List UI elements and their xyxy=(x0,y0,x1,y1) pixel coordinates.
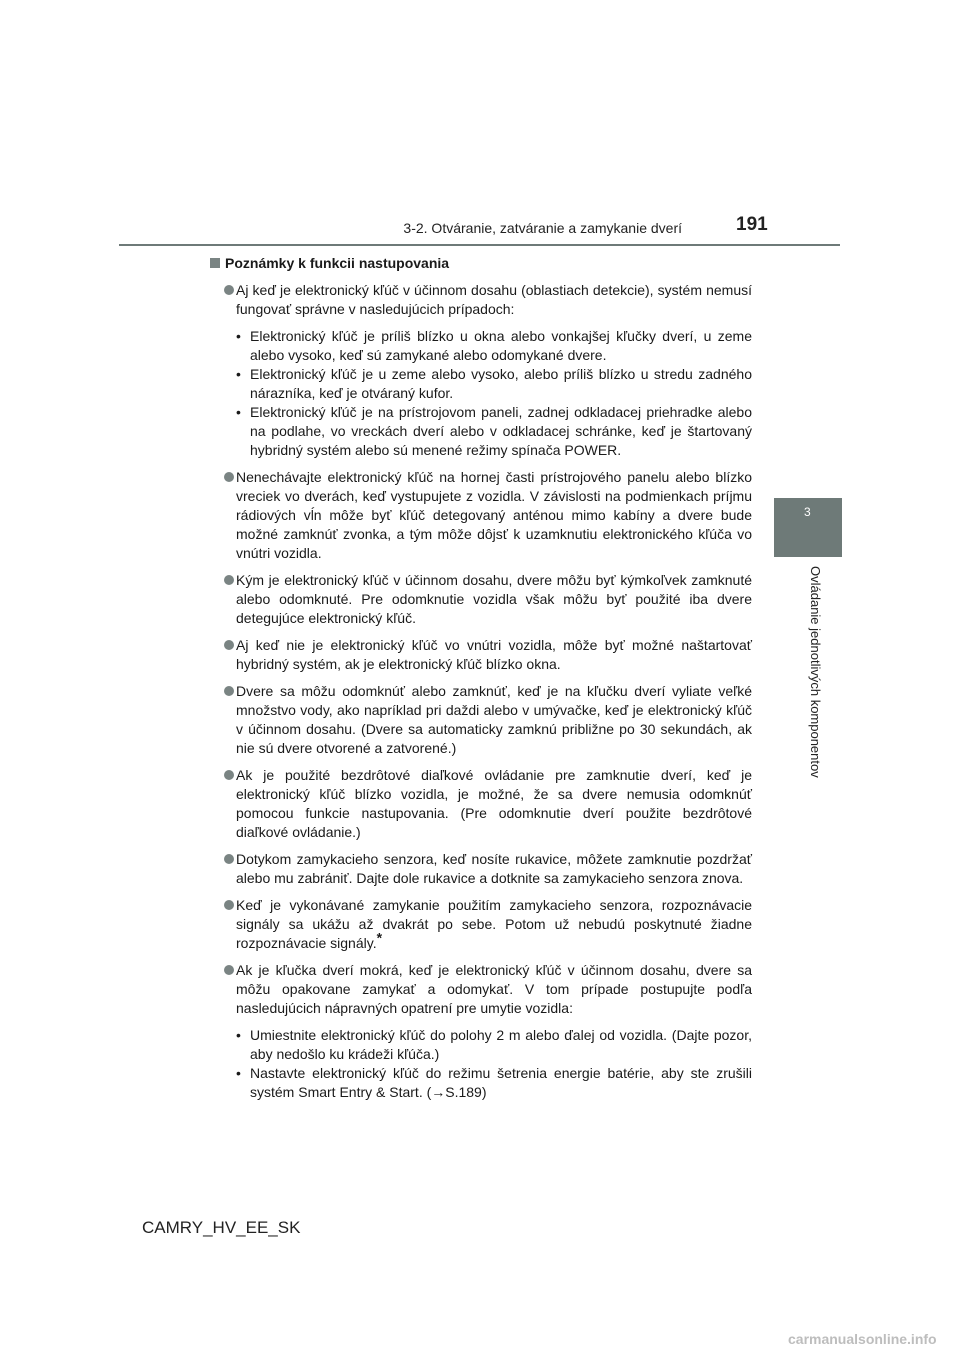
note-item xyxy=(210,468,752,563)
circle-bullet-icon xyxy=(224,900,234,910)
note-item xyxy=(210,571,752,628)
chapter-title: Ovládanie jednotlivých komponentov xyxy=(808,566,823,778)
sub-item: • Nastavte elektronický kľúč do režimu šetrenia energie batérie, aby ste zrušili systém Smart Entry & Start. (→S.189) xyxy=(236,1064,752,1102)
note-text: Ak je použité bezdrôtové diaľkové ovládanie pre zamknutie dverí, keď je elektronický kľúč blízko vozidla, je možné, že sa dvere nemusia odomknúť pomocou funkcie nastupovania. (Pre odomknutie dverí použite bezdrôtové diaľkové ovládanie.) xyxy=(236,767,752,840)
circle-bullet-icon xyxy=(224,640,234,650)
note-text: Dvere sa môžu odomknúť alebo zamknúť, keď je na kľučku dverí vyliate veľké množstvo vody, ako napríklad pri daždi alebo v umývačke, keď je elektronický kľúč v účinnom dosahu. (Dvere sa automaticky zamknú približne po 30 sekundách, ak nie sú dvere otvorené a zatvorené.) xyxy=(236,683,752,756)
section-heading-text: Poznámky k funkcii nastupovania xyxy=(225,255,450,271)
circle-bullet-icon xyxy=(224,965,234,975)
sub-item: • Elektronický kľúč je na prístrojovom paneli, zadnej odkladacej priehradke alebo na podlahe, vo vreckách dverí alebo v odkladacej schránke, keď je štartovaný hybridný systém alebo sú menené režimy spínača POWER. xyxy=(236,403,752,460)
note-item xyxy=(210,281,752,319)
chapter-tab xyxy=(774,498,842,557)
note-text: Aj keď nie je elektronický kľúč vo vnútri vozidla, môže byť možné naštartovať hybridný systém, ak je elektronický kľúč blízko okna. xyxy=(236,637,752,672)
sub-list xyxy=(236,1026,752,1102)
chapter-number: 3 xyxy=(804,505,811,519)
footnote-mark: * xyxy=(376,929,383,946)
square-bullet-icon xyxy=(210,258,220,268)
note-item xyxy=(210,850,752,888)
sub-item: • Umiestnite elektronický kľúč do polohy 2 m alebo ďalej od vozidla. (Dajte pozor, aby nedošlo ku krádeži kľúča.) xyxy=(236,1026,752,1064)
note-text: Aj keď je elektronický kľúč v účinnom dosahu (oblastiach detekcie), systém nemusí fungovať správne v nasledujúcich prípadoch: xyxy=(236,282,752,317)
note-text: Ak je kľučka dverí mokrá, keď je elektronický kľúč v účinnom dosahu, dvere sa môžu opakovane zamykať a odomykať. V tom prípade postupujte podľa nasledujúcich nápravných opatrení pre umytie vozidla: xyxy=(236,962,752,1016)
circle-bullet-icon xyxy=(224,285,234,295)
note-text: Keď je vykonávané zamykanie použitím zamykacieho senzora, rozpoznávacie signály sa ukážu až dvakrát po sebe. Potom už nebudú poskytnuté žiadne rozpoznávacie signály. xyxy=(236,897,752,951)
header-divider xyxy=(119,244,840,246)
note-item xyxy=(210,961,752,1018)
section-heading xyxy=(210,254,752,273)
note-item xyxy=(210,636,752,674)
circle-bullet-icon xyxy=(224,575,234,585)
main-content xyxy=(210,254,752,1110)
sub-item: • Elektronický kľúč je príliš blízko u okna alebo vonkajšej kľučky dverí, u zeme alebo vysoko, keď sú zamykané alebo odomykané dvere. xyxy=(236,327,752,365)
note-text: Nenechávajte elektronický kľúč na hornej časti prístrojového panelu alebo blízko vreciek vo dverách, keď vystupujete z vozidla. V závislosti na podmienkach príjmu rádiových vĺn môže byť kľúč detegovaný anténou mimo kabíny a dvere bude možné zamknúť zvonka, a tým môže dôjsť k uzamknutiu elektronického kľúča vo vnútri vozidla. xyxy=(236,469,752,561)
circle-bullet-icon xyxy=(224,686,234,696)
note-text: Dotykom zamykacieho senzora, keď nosíte rukavice, môžete zamknutie pozdržať alebo mu zabrániť. Dajte dole rukavice a dotknite sa zamykacieho senzora znova. xyxy=(236,851,752,886)
circle-bullet-icon xyxy=(224,770,234,780)
sub-list xyxy=(236,327,752,460)
header-section-title: 3-2. Otváranie, zatváranie a zamykanie dverí xyxy=(403,220,682,236)
note-item xyxy=(210,896,752,953)
note-item xyxy=(210,682,752,758)
circle-bullet-icon xyxy=(224,472,234,482)
sub-item: • Elektronický kľúč je u zeme alebo vysoko, alebo príliš blízko u stredu zadného nárazníka, keď je otváraný kufor. xyxy=(236,365,752,403)
circle-bullet-icon xyxy=(224,854,234,864)
note-item xyxy=(210,766,752,842)
document-code: CAMRY_HV_EE_SK xyxy=(142,1218,301,1237)
watermark-text: carmanualsonline.info xyxy=(788,1331,937,1347)
page-number: 191 xyxy=(736,214,768,235)
note-text: Kým je elektronický kľúč v účinnom dosahu, dvere môžu byť kýmkoľvek zamknuté alebo odomknuté. Pre odomknutie vozidla však môžu byť použité iba dvere detegujúce elektronický kľúč. xyxy=(236,572,752,626)
